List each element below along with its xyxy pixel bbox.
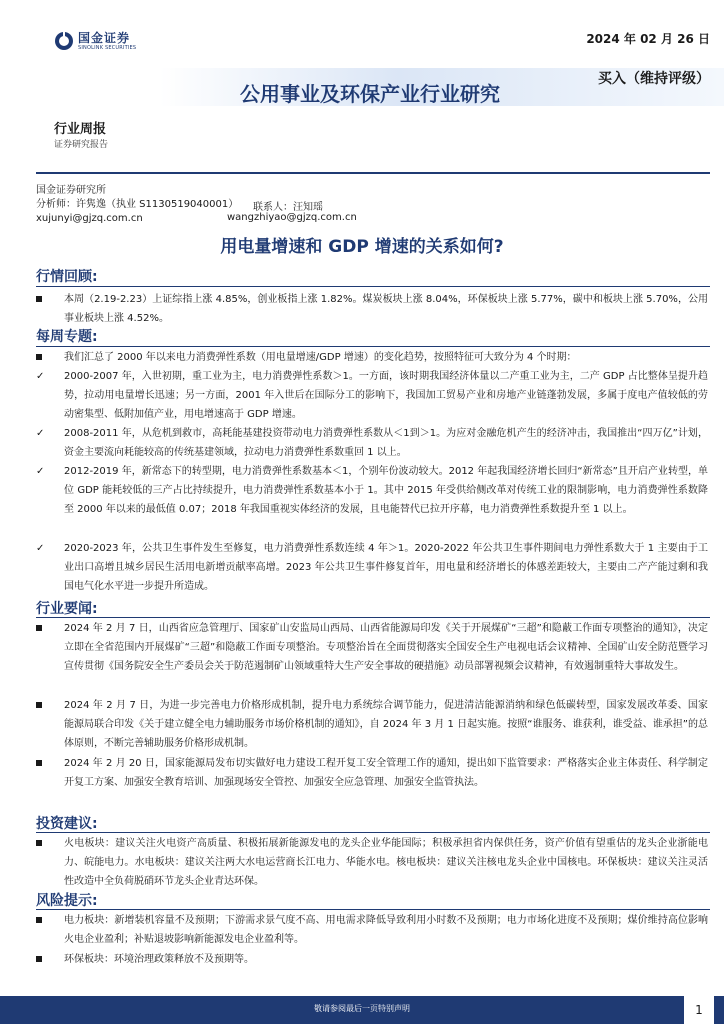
check-icon: ✓ xyxy=(36,543,45,554)
square-bullet-icon xyxy=(36,296,42,302)
report-title: 公用事业及环保产业行业研究 xyxy=(240,82,500,106)
rating-badge: 买入（维持评级） xyxy=(598,71,710,87)
square-bullet-icon xyxy=(36,917,42,923)
report-subtitle: 证券研究报告 xyxy=(54,140,109,150)
list-item: 电力板块：新增装机容量不及预期；下游需求景气度不高、用电需求降低导致利用小时数不及预期；电力市场化进度不及预期；煤价维持高位影响火电企业盈利；补贴退坡影响新能源发电企业盈利等。 xyxy=(36,911,708,949)
section-invest-title: 投资建议: xyxy=(36,816,98,832)
list-item: 火电板块：建议关注火电资产高质量、积极拓展新能源发电的龙头企业华能国际；积极承担省内保供任务，资产价值有望重估的龙头企业浙能电力、皖能电力。水电板块：建议关注两大水电运营商长江电力、华能水电。核电板块：建议关注核电龙头企业中国核电。环保板块：建议关注灵活性改造中全负荷脱硝环节龙头企业青达环保。 xyxy=(36,834,708,891)
list-item: ✓ 2020-2023 年，公共卫生事件发生至修复，电力消费弹性系数连续 4 年＞1。2020-2022 年公共卫生事件期间电力弹性系数大于 1 主要由于工业出口高增且城乡居民生活用电新增贡献率高增。2023 年公共卫生事件修复首年，用电量和经济增长的体感差距较大，主要由二产产能过剩和我国电气化水平进一步提升所造成。 xyxy=(36,539,708,596)
report-type: 行业周报 xyxy=(54,122,107,137)
list-item: 本周（2.19-2.23）上证综指上涨 4.85%，创业板指上涨 1.82%。煤炭板块上涨 8.04%，环保板块上涨 5.77%，碳中和板块上涨 5.70%，公用事业板块上涨 4.52%。 xyxy=(36,290,708,328)
list-item: 2024 年 2 月 7 日，山西省应急管理厅、国家矿山安监局山西局、山西省能源局印发《关于开展煤矿“三超”和隐蔽工作面专项整治的通知》，决定立即在全省范围内开展煤矿“三超”和隐蔽工作面专项整治。专项整治旨在全面贯彻落实全国安全生产电视电话会议精神、全国矿山安全防范暨学习宣传贯彻《国务院安全生产委员会关于防范遏制矿山领域重特大生产安全事故的硬措施》动员部署视频会议精神，有效遏制重特大事故发生。 xyxy=(36,619,708,676)
analyst-info: 分析师：许隽逸（执业 S1130519040001） xyxy=(36,199,239,210)
company-logo xyxy=(54,30,164,52)
section-divider xyxy=(36,909,710,910)
header-divider xyxy=(36,172,710,174)
check-icon: ✓ xyxy=(36,466,45,477)
footer-disclaimer: 敬请参阅最后一页特别声明 xyxy=(314,1004,410,1013)
institute-name: 国金证券研究所 xyxy=(36,185,106,196)
list-item: 2024 年 2 月 20 日，国家能源局发布切实做好电力建设工程开复工安全管理工作的通知，提出如下监管要求：严格落实企业主体责任、科学制定开复工方案、加强安全教育培训、加强现场安全管控、加强安全应急管理、加强安全监管执法。 xyxy=(36,754,708,792)
section-risk-title: 风险提示: xyxy=(36,893,98,909)
contact-info: 联系人：汪知瑶 xyxy=(253,202,323,213)
square-bullet-icon xyxy=(36,354,42,360)
section-divider xyxy=(36,346,710,347)
list-item: 环保板块：环境治理政策释放不及预期等。 xyxy=(36,950,708,969)
sinolink-logo-icon xyxy=(54,31,74,51)
check-icon: ✓ xyxy=(36,428,45,439)
list-item: ✓ 2012-2019 年，新常态下的转型期，电力消费弹性系数基本＜1，个别年份波动较大。2012 年起我国经济增长回归“新常态”且开启产业转型，单位 GDP 能耗较低的三产占比持续提升，电力消费弹性系数基本小于 1。其中 2015 年受供给侧改革对传统工业的限制影响，电力消费弹性系数降至 2000 年以来的最低值 0.07；2018 年我国重视实体经济的发展，且电能替代已拉开序幕，电力消费弹性系数提升至 1 以上。 xyxy=(36,462,708,519)
headline: 用电量增速和 GDP 增速的关系如何? xyxy=(220,237,504,257)
analyst-email[interactable]: xujunyi@gjzq.com.cn xyxy=(36,213,143,224)
square-bullet-icon xyxy=(36,840,42,846)
section-industry-title: 行业要闻: xyxy=(36,601,98,617)
section-divider xyxy=(36,286,710,287)
section-divider xyxy=(36,617,710,618)
analyst-block xyxy=(36,184,238,226)
page-number: 1 xyxy=(690,1000,708,1020)
report-date: 2024 年 02 月 26 日 xyxy=(586,32,710,46)
list-item: ✓ 2000-2007 年，入世初期，重工业为主，电力消费弹性系数＞1。一方面，该时期我国经济体量以二产重工业为主，二产 GDP 占比整体呈提升趋势，拉动用电量增长迅速；另一方面，2001 年入世后在国际分工的影响下，我国加工贸易产业和房地产业链蓬勃发展，多属于度电产值较低的劳动密集型、低附加值产业，用电增速高于 GDP 增速。 xyxy=(36,367,708,424)
square-bullet-icon xyxy=(36,760,42,766)
section-divider xyxy=(36,832,710,833)
check-icon: ✓ xyxy=(36,371,45,382)
list-item: 2024 年 2 月 7 日，为进一步完善电力价格形成机制，提升电力系统综合调节能力，促进清洁能源消纳和绿色低碳转型，国家发展改革委、国家能源局联合印发《关于建立健全电力辅助服务市场价格机制的通知》，自 2024 年 3 月 1 日起实施。按照“谁服务、谁获利，谁受益、谁承担”的总体原则，不断完善辅助服务价格形成机制。 xyxy=(36,696,708,753)
section-weekly-title: 每周专题: xyxy=(36,329,98,345)
list-item: 我们汇总了 2000 年以来电力消费弹性系数（用电量增速/GDP 增速）的变化趋势，按照特征可大致分为 4 个时期： xyxy=(36,348,708,367)
list-item: ✓ 2008-2011 年，从危机到救市，高耗能基建投资带动电力消费弹性系数从＜1到＞1。为应对金融危机产生的经济冲击，我国推出“四万亿”计划，资金主要流向耗能较高的传统基建领域，拉动电力消费弹性系数重回 1 以上。 xyxy=(36,424,708,462)
square-bullet-icon xyxy=(36,956,42,962)
logo-name-cn: 国金证券 xyxy=(78,30,131,45)
square-bullet-icon xyxy=(36,702,42,708)
contact-email[interactable]: wangzhiyao@gjzq.com.cn xyxy=(227,212,357,223)
logo-name-en: SINOLINK SECURITIES xyxy=(78,44,137,51)
section-market-title: 行情回顾: xyxy=(36,269,98,285)
square-bullet-icon xyxy=(36,625,42,631)
